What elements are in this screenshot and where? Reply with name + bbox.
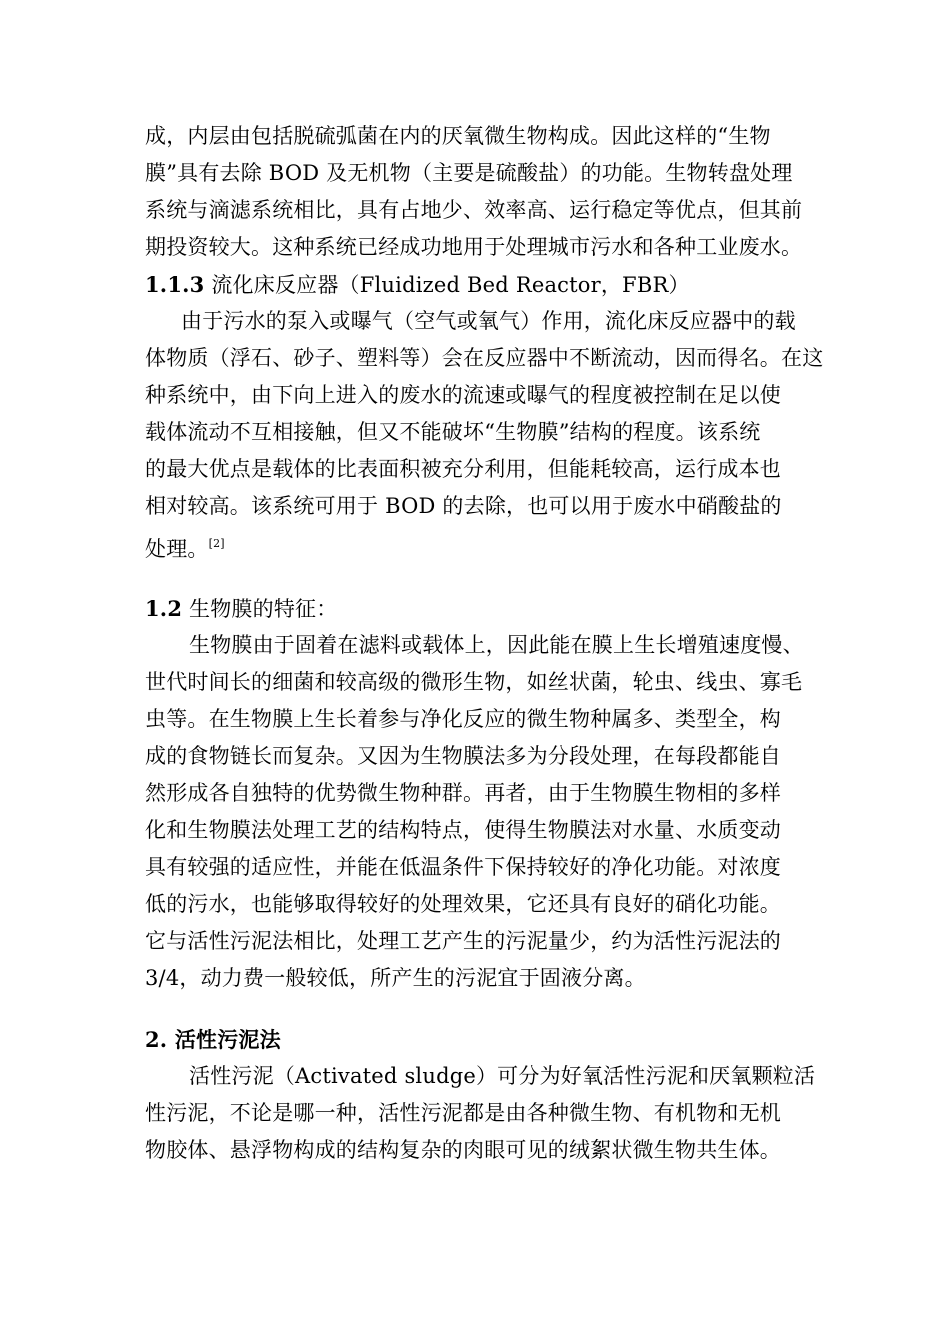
section-title: 2. 活性污泥法	[145, 1027, 281, 1052]
paragraph-line: 体物质（浮石、砂子、塑料等）会在反应器中不断流动，因而得名。在这	[145, 346, 824, 370]
paragraph-line: 生物膜由于固着在滤料或载体上，因此能在膜上生长增殖速度慢、	[189, 633, 804, 657]
paragraph-line: 具有较强的适应性，并能在低温条件下保持较好的净化功能。对浓度	[145, 855, 781, 879]
paragraph-line: 虫等。在生物膜上生长着参与净化反应的微生物种属多、类型全，构	[145, 707, 781, 731]
section-heading-2	[145, 1021, 817, 1058]
spacer	[145, 997, 817, 1021]
paragraph-line: 物胶体、悬浮物构成的结构复杂的肉眼可见的绒絮状微生物共生体。	[145, 1138, 781, 1162]
paragraph-line: 相对较高。该系统可用于 BOD 的去除，也可以用于废水中硝酸盐的	[145, 494, 782, 518]
paragraph-line: 化和生物膜法处理工艺的结构特点，使得生物膜法对水量、水质变动	[145, 818, 781, 842]
paragraph-line: 然形成各自独特的优势微生物种群。再者，由于生物膜生物相的多样	[145, 781, 781, 805]
paragraph-line: 期投资较大。这种系统已经成功地用于处理城市污水和各种工业废水。	[145, 235, 803, 259]
paragraph-line: 种系统中，由下向上进入的废水的流速或曝气的程度被控制在足以使	[145, 383, 781, 407]
section-number: 1.1.3	[145, 272, 205, 297]
paragraph-line: 它与活性污泥法相比，处理工艺产生的污泥量少，约为活性污泥法的	[145, 929, 781, 953]
citation-reference[interactable]: [2]	[208, 537, 225, 550]
paragraph-line: 3/4，动力费一般较低，所产生的污泥宜于固液分离。	[145, 966, 646, 990]
paragraph-line: 世代时间长的细菌和较高级的微形生物，如丝状菌，轮虫、线虫、寡毛	[145, 670, 803, 694]
paragraph-line: 系统与滴滤系统相比，具有占地少、效率高、运行稳定等优点，但其前	[145, 198, 803, 222]
paragraph-line-with-reference	[145, 525, 817, 562]
paragraph-line: 膜”具有去除 BOD 及无机物（主要是硫酸盐）的功能。生物转盘处理	[145, 161, 793, 185]
section-title: 生物膜的特征：	[182, 597, 338, 621]
paragraph-line: 载体流动不互相接触，但又不能破坏“生物膜”结构的程度。该系统	[145, 420, 761, 444]
document-page	[145, 118, 824, 1169]
spacer	[145, 562, 817, 590]
paragraph-line: 的最大优点是载体的比表面积被充分利用，但能耗较高，运行成本也	[145, 457, 781, 481]
paragraph-line: 成的食物链长而复杂。又因为生物膜法多为分段处理，在每段都能自	[145, 744, 781, 768]
paragraph-line: 由于污水的泵入或曝气（空气或氧气）作用，流化床反应器中的载	[181, 309, 796, 333]
paragraph-line: 性污泥，不论是哪一种，活性污泥都是由各种微生物、有机物和无机	[145, 1101, 781, 1125]
section-number: 1.2	[145, 596, 183, 621]
section-heading-1-2	[145, 590, 817, 627]
section-title: 流化床反应器（Fluidized Bed Reactor，FBR）	[204, 273, 690, 297]
section-heading-1-1-3	[145, 266, 817, 303]
paragraph-text: 处理。	[145, 537, 209, 561]
paragraph-line: 低的污水，也能够取得较好的处理效果，它还具有良好的硝化功能。	[145, 892, 781, 916]
paragraph-line: 活性污泥（Activated sludge）可分为好氧活性污泥和厌氧颗粒活	[189, 1064, 816, 1088]
paragraph-line: 成，内层由包括脱硫弧菌在内的厌氧微生物构成。因此这样的“生物	[145, 124, 771, 148]
